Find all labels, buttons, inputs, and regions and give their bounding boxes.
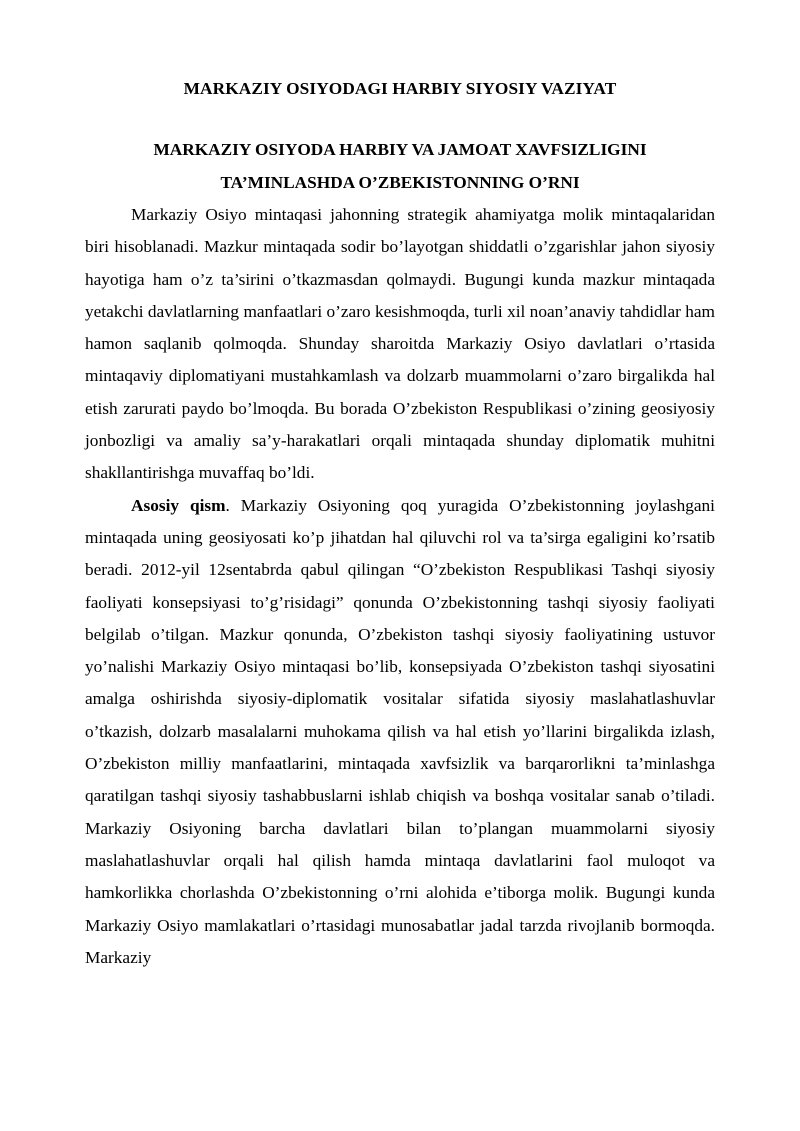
paragraph-lead-bold: Asosiy qism bbox=[131, 495, 226, 515]
section-title-line-1: MARKAZIY OSIYODA HARBIY VA JAMOAT XAVFSIZLIGINI bbox=[153, 140, 647, 159]
document-title: MARKAZIY OSIYODAGI HARBIY SIYOSIY VAZIYAT bbox=[183, 79, 617, 98]
paragraph-main-body: . Markaziy Osiyoning qoq yuragida O’zbekistonning joylashgani mintaqada uning geosiyosati ko’p jihatdan hal qiluvchi rol va ta’sirga egaligini ko’rsatib beradi. 2012-yil 12sentabrda qabul qilingan “O’zbekiston Respublikasi Tashqi siyosiy faoliyati konsepsiyasi to’g’risidagi” qonunda O’zbekistonning tashqi siyosiy faoliyati belgilab o’tilgan. Mazkur qonunda, O’zbekiston tashqi siyosiy faoliyatining ustuvor yo’nalishi Markaziy Osiyo mintaqasi bo’lib, konsepsiyada O’zbekiston tashqi siyosatini amalga oshirishda siyosiy-diplomatik vositalar sifatida siyosiy maslahatlashuvlar o’tkazish, dolzarb masalalarni muhokama qilish va hal etish yo’llarini birgalikda izlash, O’zbekiston milliy manfaatlarini, mintaqada xavfsizlik va barqarorlikni ta’minlashga qaratilgan tashqi siyosiy tashabbuslarni ishlab chiqish va boshqa vositalar sanab o’tiladi. Markaziy Osiyoning barcha davlatlari bilan to’plangan muammolarni siyosiy maslahatlashuvlar orqali hal qilish hamda mintaqa davlatlarini faol muloqot va hamkorlikka chorlashda O’zbekistonning o’rni alohida e’tiborga molik. Bugungi kunda Markaziy Osiyo mamlakatlari o’rtasidagi munosabatlar jadal tarzda rivojlanib bormoqda. Markaziy bbox=[85, 495, 715, 967]
paragraph-introduction: Markaziy Osiyo mintaqasi jahonning strategik ahamiyatga molik mintaqalaridan biri hisoblanadi. Mazkur mintaqada sodir bo’layotgan shiddatli o’zgarishlar jahon siyosiy hayotiga ham o’z ta’sirini o’tkazmasdan qolmaydi. Bugungi kunda mazkur mintaqada yetakchi davlatlarning manfaatlari o’zaro kesishmoqda, turli xil noan’anaviy tahdidlar ham hamon saqlanib qolmoqda. Shunday sharoitda Markaziy Osiyo davlatlari o’rtasida mintaqaviy diplomatiyani mustahkamlash va dolzarb muammolarni o’zaro birgalikda hal etish zarurati paydo bo’lmoqda. Bu borada O’zbekiston Respublikasi o’zining geosiyosiy jonbozligi va amaliy sa’y-harakatlari orqali mintaqada shunday diplomatik muhitni shakllantirishga muvaffaq bo’ldi. bbox=[85, 205, 715, 483]
document-page bbox=[85, 72, 715, 974]
paragraph-main-part bbox=[85, 490, 715, 974]
section-title bbox=[85, 134, 715, 199]
section-title-line-2: TA’MINLASHDA O’ZBEKISTONNING O’RNI bbox=[220, 172, 580, 192]
